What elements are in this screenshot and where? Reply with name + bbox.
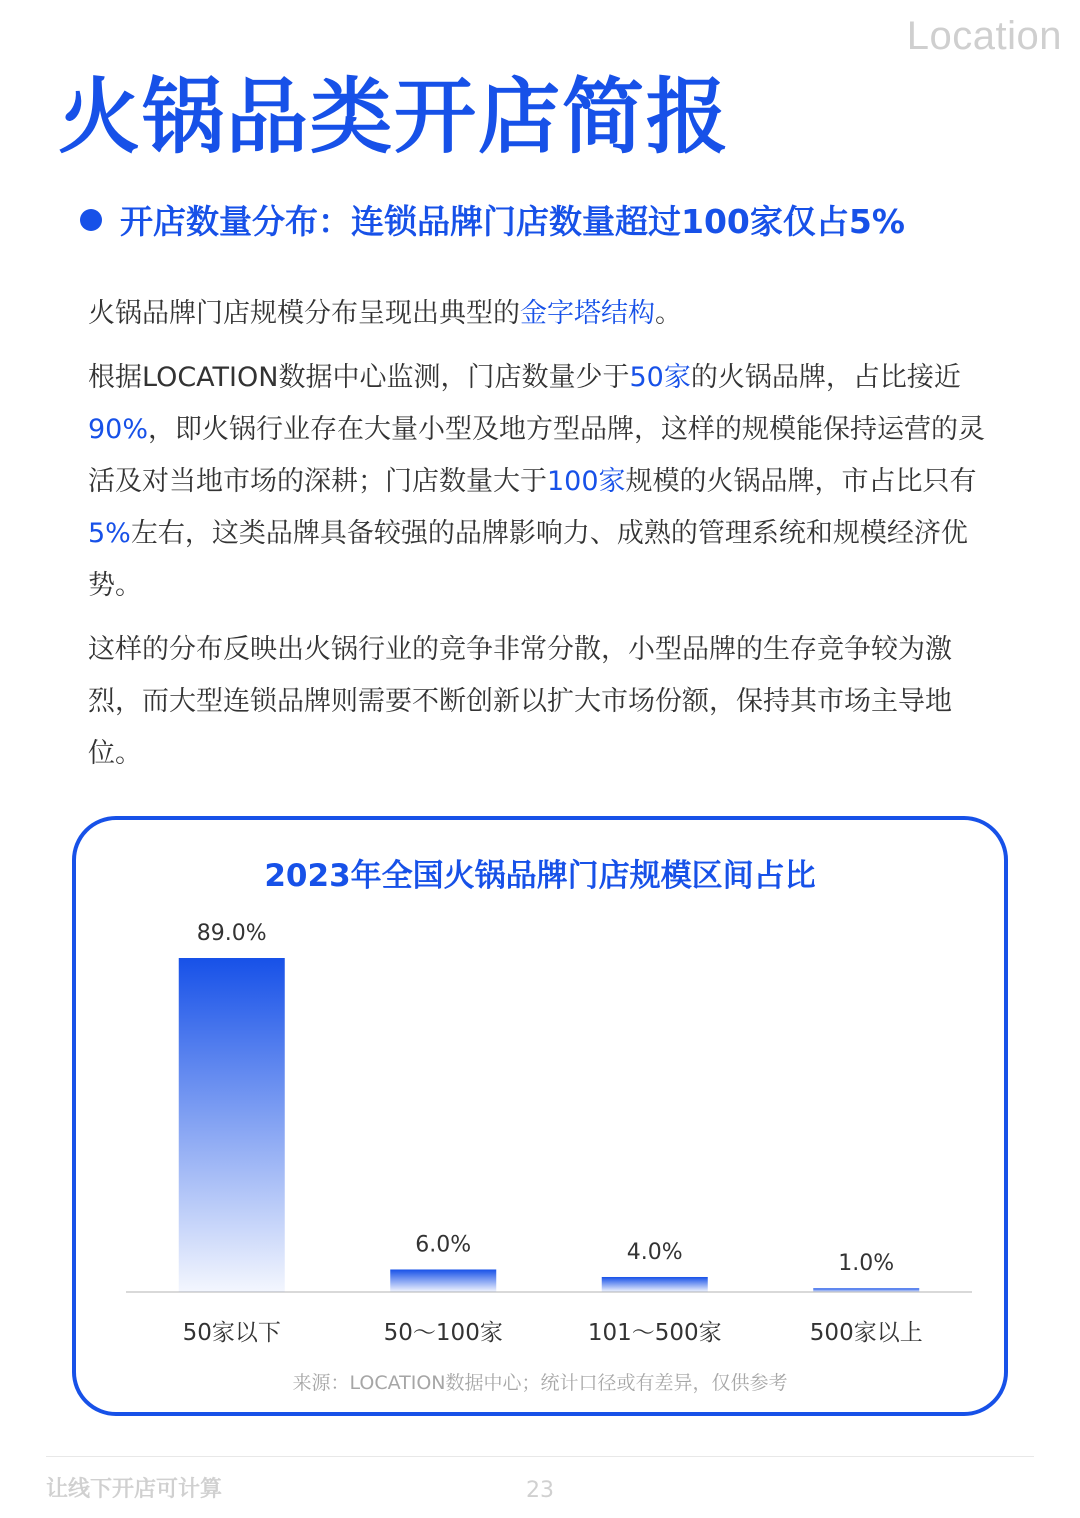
brand-logo: Location [906, 14, 1062, 58]
data-label-4: 1.0% [838, 1251, 895, 1277]
chart-card [72, 816, 1008, 1416]
p2-highlight-b: 50家 [629, 362, 691, 393]
data-label-3: 4.0% [626, 1239, 683, 1265]
body-text [88, 288, 996, 792]
paragraph-1 [88, 288, 996, 340]
bar-4 [813, 1288, 919, 1292]
data-label-2: 6.0% [415, 1232, 472, 1258]
bar-chart [76, 820, 1004, 1412]
p2-text-a: 根据LOCATION数据中心监测，门店数量少于 [88, 362, 630, 393]
chart-source-note: 来源：LOCATION数据中心；统计口径或有差异，仅供参考 [292, 1372, 788, 1394]
category-label-2: 50～100家 [383, 1320, 503, 1346]
footer-slogan: 让线下开店可计算 [46, 1477, 223, 1502]
bar-1 [179, 958, 285, 1292]
page-number: 23 [526, 1478, 554, 1503]
bar-3 [602, 1277, 708, 1292]
p2-highlight-f: 100家 [547, 466, 626, 497]
page-title: 火锅品类开店简报 [58, 70, 731, 165]
section-heading [80, 196, 905, 243]
p2-text-e: ，即火锅行业存在大量小型及地方型品牌，这样的规模能保持运营的灵活及对当地市场的深耕；门店数量大于 [88, 414, 986, 497]
p2-highlight-h: 5% [88, 518, 131, 549]
category-label-1: 50家以下 [182, 1320, 281, 1346]
p2-highlight-d: 90% [88, 414, 149, 445]
p2-text-i: 左右，这类品牌具备较强的品牌影响力、成熟的管理系统和规模经济优势。 [88, 518, 968, 601]
p1-text-c: 。 [655, 298, 682, 329]
p1-highlight: 金字塔结构 [520, 298, 655, 329]
bullet-dot-icon [80, 209, 102, 231]
chart-title: 2023年全国火锅品牌门店规模区间占比 [264, 858, 816, 894]
footer-divider [46, 1456, 1034, 1457]
data-label-1: 89.0% [196, 921, 267, 946]
p2-text-g: 规模的火锅品牌，市占比只有 [625, 466, 977, 497]
p2-text-c: 的火锅品牌，占比接近 [690, 362, 961, 393]
section-heading-text: 开店数量分布：连锁品牌门店数量超过100家仅占5% [120, 202, 905, 241]
paragraph-3: 这样的分布反映出火锅行业的竞争非常分散，小型品牌的生存竞争较为激烈，而大型连锁品牌则需要不断创新以扩大市场份额，保持其市场主导地位。 [88, 634, 952, 769]
category-label-3: 101～500家 [587, 1320, 722, 1346]
p1-text-a: 火锅品牌门店规模分布呈现出典型的 [88, 298, 520, 329]
bar-2 [390, 1269, 496, 1292]
category-label-4: 500家以上 [809, 1320, 923, 1346]
paragraph-2 [88, 352, 996, 612]
